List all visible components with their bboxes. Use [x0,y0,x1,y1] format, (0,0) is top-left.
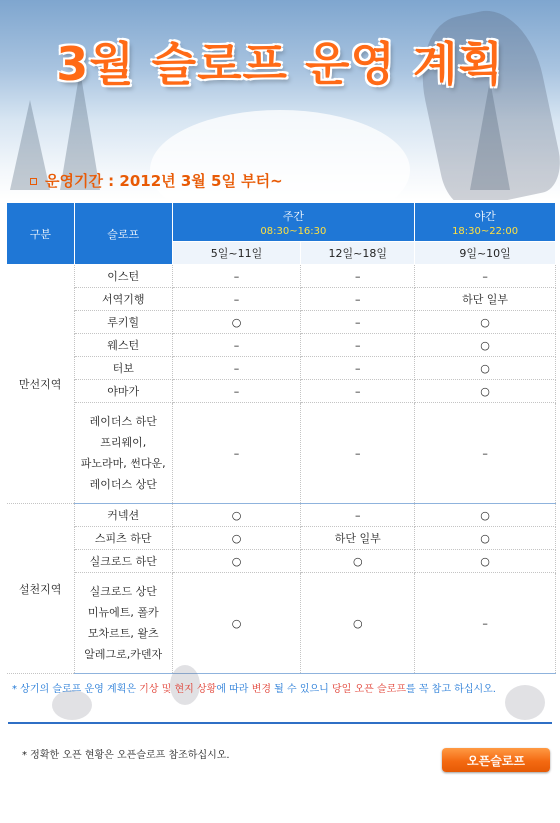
status-cell-1: – [172,265,301,288]
status-cell-1: ○ [172,504,301,527]
slope-name: 터보 [74,357,172,380]
page-title: 3월 슬로프 운영 계획 [56,37,504,91]
table-row [7,527,556,550]
table-row [7,504,556,527]
notice-mid1: 에 따라 [216,684,252,695]
status-cell-2: ○ [301,550,415,573]
header-day [172,203,415,242]
header-period-2: 12일~18일 [301,242,415,265]
schedule-body [7,265,556,674]
status-cell-1: – [172,357,301,380]
slope-name: 웨스턴 [74,334,172,357]
bullet-icon [30,178,37,185]
status-cell-2: – [301,334,415,357]
status-cell-1: – [172,288,301,311]
status-cell-2: 하단 일부 [301,527,415,550]
header-day-label: 주간 [282,209,305,223]
notice-prefix: * 상기의 슬로프 운영 계획은 [12,684,140,695]
status-cell-2: – [301,380,415,403]
status-cell-3: – [415,265,556,288]
status-cell-3: ○ [415,504,556,527]
slope-name: 스피츠 하단 [74,527,172,550]
slope-schedule-table [6,202,556,674]
status-cell-3: – [415,573,556,674]
status-cell-1: – [172,380,301,403]
header-night [415,203,556,242]
status-cell-1: ○ [172,573,301,674]
slope-name: 야마가 [74,380,172,403]
header-period-3: 9일~10일 [415,242,556,265]
status-cell-3: ○ [415,380,556,403]
status-cell-3: ○ [415,357,556,380]
status-cell-2: – [301,403,415,504]
header-night-label: 야간 [474,209,496,223]
operation-period-text: 운영기간 : 2012년 3월 5일 부터~ [45,172,283,190]
operation-period [30,170,283,191]
open-status-note: * 정확한 오픈 현황은 오픈슬로프 참조하십시오. [22,750,230,761]
status-cell-3: ○ [415,550,556,573]
table-row [7,357,556,380]
status-cell-3: ○ [415,527,556,550]
slope-name: 루키힐 [74,311,172,334]
table-row [7,380,556,403]
status-cell-1: ○ [172,550,301,573]
status-cell-3: ○ [415,334,556,357]
slope-name: 실크로드 하단 [74,550,172,573]
slope-name: 이스턴 [74,265,172,288]
status-cell-2: – [301,288,415,311]
status-cell-2: – [301,504,415,527]
table-row [7,311,556,334]
status-cell-1: ○ [172,527,301,550]
header-category: 구분 [7,203,75,265]
status-cell-3: ○ [415,311,556,334]
open-slope-button[interactable]: 오픈슬로프 [442,748,550,772]
status-cell-1: – [172,334,301,357]
slope-name: 서역기행 [74,288,172,311]
status-cell-2: ○ [301,573,415,674]
slope-name: 커넥션 [74,504,172,527]
slope-name: 실크로드 상단 미뉴에트, 폴카 모차르트, 왈츠 알레그로,카덴자 [74,573,172,674]
status-cell-3: – [415,403,556,504]
table-row [7,334,556,357]
region-name: 설천지역 [7,504,75,674]
header-day-hours: 08:30~16:30 [260,225,327,237]
divider [8,722,552,724]
table-row [7,288,556,311]
header-period-1: 5일~11일 [172,242,301,265]
region-name: 만선지역 [7,265,75,504]
schedule-notice [12,680,557,695]
table-row [7,403,556,504]
header-slope: 슬로프 [74,203,172,265]
notice-mid2: 될 수 있으니 [270,684,332,695]
status-cell-2: – [301,311,415,334]
table-row [7,550,556,573]
status-cell-1: ○ [172,311,301,334]
status-cell-1: – [172,403,301,504]
status-cell-2: – [301,357,415,380]
notice-open-slope: 당일 오픈 슬로프 [332,684,406,695]
notice-change: 변경 [251,684,271,695]
table-row [7,573,556,674]
table-row [7,265,556,288]
header-night-hours: 18:30~22:00 [452,225,519,237]
status-cell-3: 하단 일부 [415,288,556,311]
notice-weather: 기상 및 현지 상황 [139,684,217,695]
slope-name: 레이더스 하단 프리웨이, 파노라마, 썬다운, 레이더스 상단 [74,403,172,504]
notice-suffix: 를 꼭 참고 하십시오. [405,684,496,695]
status-cell-2: – [301,265,415,288]
